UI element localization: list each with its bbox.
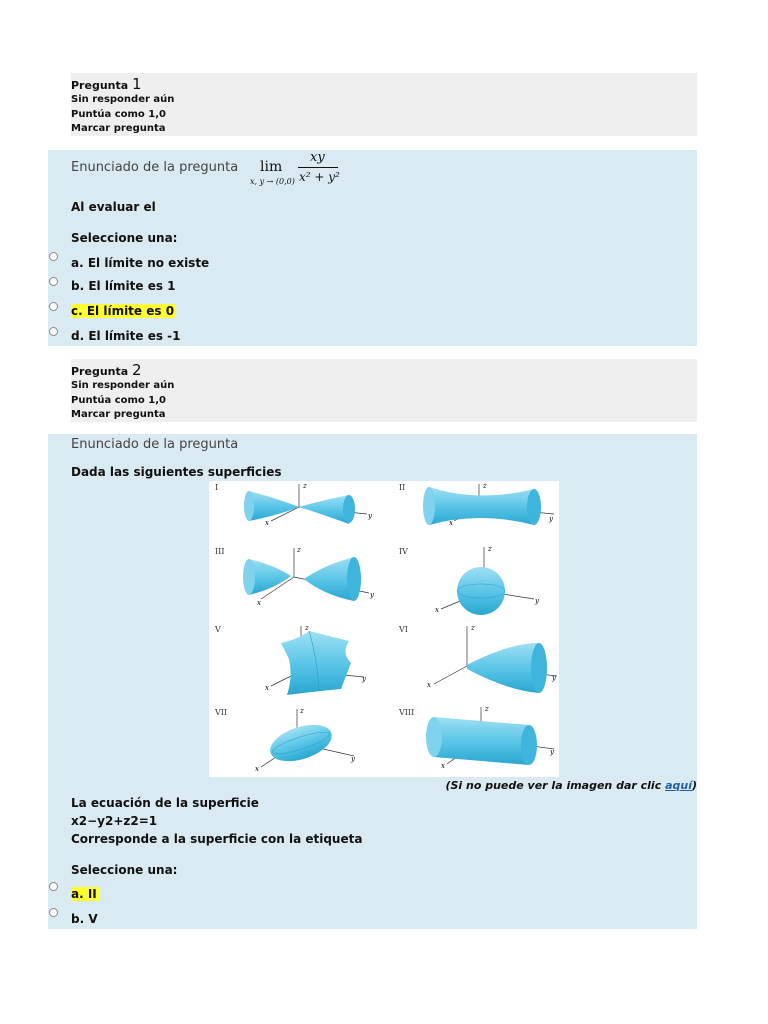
q2-option-b-radio[interactable] [49, 908, 58, 917]
q1-option-c-radio[interactable] [49, 302, 58, 311]
panel-label-V: V [215, 625, 221, 634]
image-note [445, 779, 697, 792]
q2-equation-intro: La ecuación de la superficie [71, 796, 259, 810]
surface-I [244, 482, 373, 527]
q2-option-a[interactable]: a. II [71, 887, 97, 901]
q1-option-a-radio[interactable] [49, 252, 58, 261]
q1-option-b[interactable]: b. El límite es 1 [71, 279, 176, 293]
svg-text:x: x [265, 519, 269, 527]
surface-II [423, 482, 554, 527]
q2-content-box [48, 434, 697, 929]
formula-numerator: xy [310, 150, 325, 165]
svg-text:z: z [303, 482, 307, 490]
svg-text:y: y [550, 748, 554, 756]
q1-title [71, 77, 697, 93]
q2-equation: x2−y2+z2=1 [71, 814, 158, 828]
image-note-text: (Si no puede ver la imagen dar clic [445, 779, 666, 792]
q2-flag-link[interactable]: Marcar pregunta [71, 409, 166, 420]
svg-text:z: z [300, 707, 304, 715]
svg-text:z: z [485, 705, 489, 713]
svg-text:y: y [535, 597, 539, 605]
q1-content-box [48, 150, 697, 346]
surface-V [265, 624, 367, 695]
q2-info-box [71, 359, 697, 422]
q2-statement-label: Enunciado de la pregunta [71, 437, 239, 452]
panel-label-IV: IV [399, 547, 408, 556]
svg-text:x: x [441, 762, 445, 770]
formula-denominator: x² + y² [299, 170, 340, 184]
svg-text:y: y [351, 755, 355, 763]
image-link[interactable]: aquí [665, 779, 692, 792]
surface-III [243, 546, 375, 607]
svg-text:y: y [552, 674, 556, 682]
panel-label-II: II [399, 483, 406, 492]
formula-lim: lim [260, 159, 283, 175]
q1-status: Sin responder aún [71, 94, 175, 105]
svg-text:x: x [435, 606, 439, 614]
svg-text:z: z [488, 545, 492, 553]
q2-title [71, 363, 697, 379]
panel-label-I: I [215, 483, 219, 492]
q1-option-d-radio[interactable] [49, 327, 58, 336]
panel-label-VII: VII [215, 708, 228, 717]
q2-status: Sin responder aún [71, 380, 175, 391]
surfaces-figure [209, 481, 559, 777]
panel-label-VIII: VIII [399, 708, 415, 717]
q1-flag-link[interactable]: Marcar pregunta [71, 123, 166, 134]
surface-IV [435, 545, 540, 615]
panel-label-VI: VI [399, 625, 408, 634]
q2-intro: Dada las siguientes superficies [71, 465, 282, 479]
svg-text:z: z [305, 624, 309, 632]
q2-select-label: Seleccione una: [71, 863, 178, 877]
svg-text:y: y [549, 515, 553, 523]
svg-text:y: y [362, 675, 366, 683]
q2-equation-question: Corresponde a la superficie con la etiqueta [71, 832, 363, 846]
formula-fraction-bar [298, 167, 338, 168]
formula-subscript: x, y → (0,0) [250, 177, 295, 186]
q1-points: Puntúa como 1,0 [71, 108, 166, 120]
svg-text:z: z [483, 482, 487, 490]
svg-text:z: z [297, 546, 301, 554]
q1-option-a[interactable]: a. El límite no existe [71, 256, 210, 270]
surface-VII [255, 707, 356, 773]
q1-option-c[interactable]: c. El límite es 0 [71, 304, 175, 318]
image-note-close: ) [691, 779, 697, 792]
q2-title-label: Pregunta [71, 365, 129, 378]
q1-select-label: Seleccione una: [71, 231, 178, 245]
svg-text:x: x [427, 681, 431, 689]
q1-prompt: Al evaluar el [71, 200, 156, 214]
q2-points: Puntúa como 1,0 [71, 394, 166, 406]
svg-text:x: x [255, 765, 259, 773]
surface-VIII [426, 705, 555, 770]
svg-text:x: x [265, 684, 269, 692]
svg-text:x: x [449, 519, 453, 527]
svg-text:y: y [370, 591, 374, 599]
q2-option-a-radio[interactable] [49, 882, 58, 891]
panel-label-III: III [215, 547, 225, 556]
q1-title-label: Pregunta [71, 79, 129, 92]
svg-text:y: y [368, 512, 372, 520]
q1-info-box [71, 73, 697, 136]
q1-option-d[interactable]: d. El límite es -1 [71, 329, 181, 343]
q1-number: 1 [132, 75, 142, 93]
svg-text:x: x [257, 599, 261, 607]
q2-number: 2 [132, 361, 142, 379]
q1-option-b-radio[interactable] [49, 277, 58, 286]
q1-statement-label: Enunciado de la pregunta [71, 160, 239, 175]
surface-VI [427, 624, 557, 693]
q2-option-b[interactable]: b. V [71, 912, 98, 926]
svg-text:z: z [471, 624, 475, 632]
